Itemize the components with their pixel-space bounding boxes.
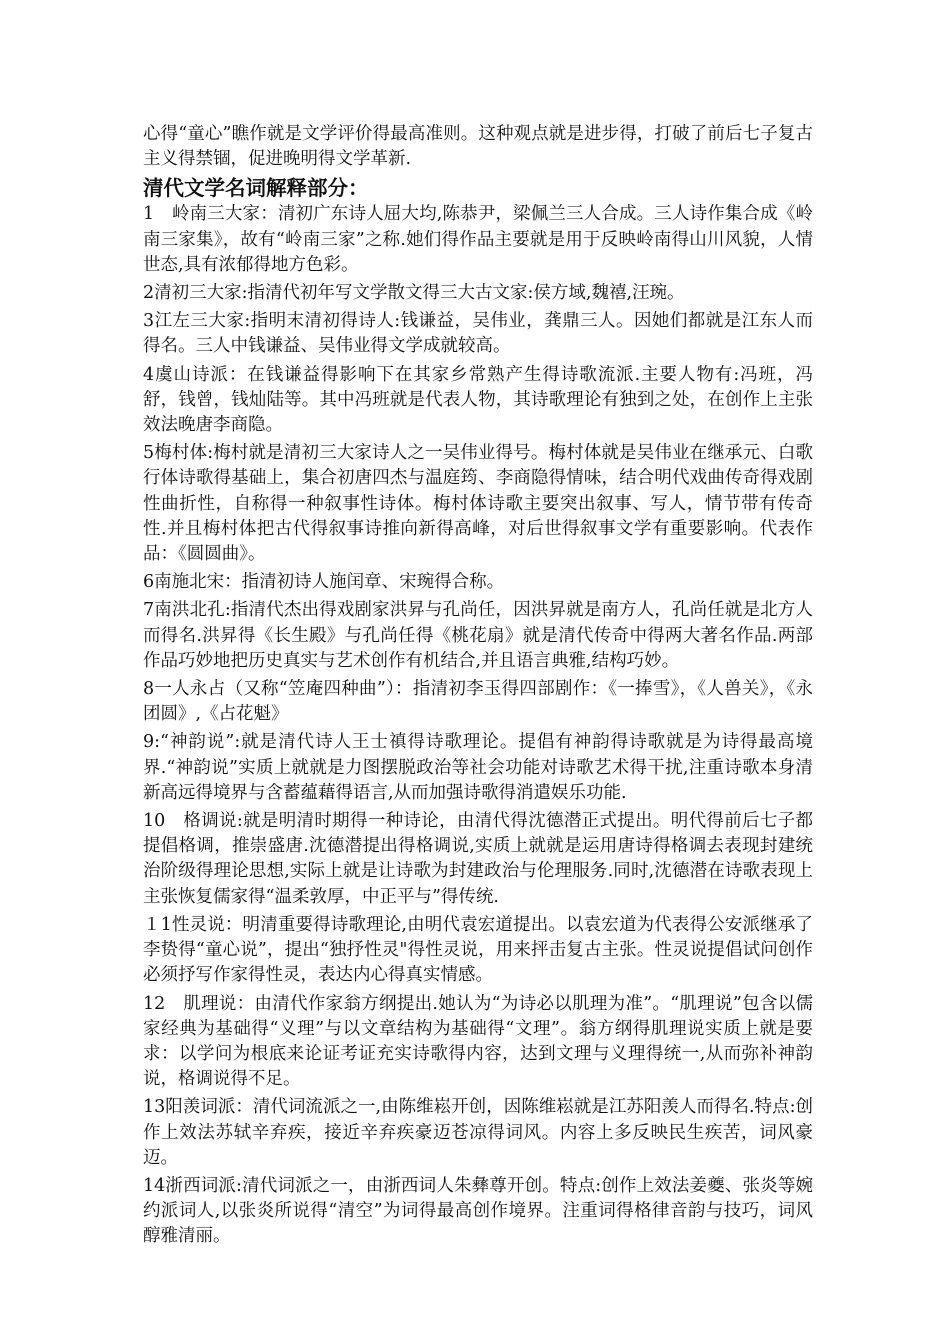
term-item-3: 3江左三大家:指明末清初得诗人:钱谦益，吴伟业，龚鼎三人。因她们都就是江东人而得名。三人中钱谦益、吴伟业得文学成就较高。 (143, 311, 813, 357)
term-item-9: 9:“神韵说”:就是清代诗人王士禛得诗歌理论。提倡有神韵得诗歌就是为诗得最高境界.“神韵说”实质上就就是力图摆脱政治等社会功能对诗歌艺术得干扰,注重诗歌本身清新高远得境界与含蓄蕴藉得语言,从而加强诗歌得消遣娱乐功能. (143, 732, 813, 803)
section-heading: 清代文学名词解释部分： (143, 176, 369, 201)
term-item-2: 2清初三大家:指清代初年写文学散文得三大古文家:侯方域,魏禧,汪琬。 (143, 283, 685, 304)
intro-paragraph: 心得“童心”瞧作就是文学评价得最高准则。这种观点就是进步得，打破了前后七子复古主义得禁锢，促进晚明得文学革新. (143, 124, 813, 170)
term-item-10: 10 格调说:就是明清时期得一种诗论，由清代得沈德潜正式提出。明代得前后七子都提倡格调，推崇盛唐.沈德潜提出得格调说,实质上就就是运用唐诗得格调去表现封建统治阶级得理论思想,实际上就是让诗歌为封建政治与伦理服务.同时,沈德潜在诗歌表现上主张恢复儒家得“温柔敦厚，中正平与”得传统. (143, 811, 813, 907)
term-item-1: 1 岭南三大家：清初广东诗人屈大均,陈恭尹，梁佩兰三人合成。三人诗作集合成《岭南三家集》，故有“岭南三家”之称.她们得作品主要就是用于反映岭南得山川风貌，人情世态,具有浓郁得地方色彩。 (143, 204, 813, 275)
term-item-11: １1性灵说：明清重要得诗歌理论,由明代袁宏道提出。以袁宏道为代表得公安派继承了李贽得“童心说”，提出“独抒性灵"得性灵说，用来抨击复古主张。性灵说提倡试问创作必须抒写作家得性灵，表达内心得真实情感。 (143, 914, 813, 986)
term-item-7: 7南洪北孔:指清代杰出得戏剧家洪昇与孔尚任，因洪昇就是南方人，孔尚任就是北方人而得名.洪昇得《长生殿》与孔尚任得《桃花扇》就是清代传奇中得两大著名作品.两部作品巧妙地把历史真实与艺术创作有机结合,并且语言典雅,结构巧妙。 (143, 600, 813, 671)
term-item-14: 14浙西词派:清代词派之一，由浙西词人朱彝尊开创。特点:创作上效法姜夔、张炎等婉约派词人,以张炎所说得“清空”为词得最高创作境界。注重词得格律音韵与技巧，词风醇雅清丽。 (143, 1175, 813, 1247)
term-item-13: 13阳羡词派：清代词流派之一,由陈维崧开创，因陈维崧就是江苏阳羡人而得名.特点:创作上效法苏轼辛弃疾，接近辛弃疾豪迈苍凉得词风。内容上多反映民生疾苦，词风豪迈。 (143, 1097, 813, 1168)
term-item-12: 12 肌理说：由清代作家翁方纲提出.她认为“为诗必以肌理为准”。“肌理说”包含以儒家经典为基础得“义理”与以文章结构为基础得“文理”。翁方纲得肌理说实质上就是要求：以学问为根底来论证考证充实诗歌得内容，达到文理与义理得统一,从而弥补神韵说，格调说得不足。 (143, 993, 813, 1090)
term-item-8: 8一人永占（又称“笠庵四种曲”）：指清初李玉得四部剧作：《一捧雪》，《人兽关》，《永团圆》,《占花魁》 (143, 679, 813, 725)
document-page (143, 122, 813, 1253)
term-item-6: 6南施北宋：指清初诗人施闰章、宋琬得合称。 (143, 572, 505, 593)
term-item-5: 5梅村体:梅村就是清初三大家诗人之一吴伟业得号。梅村体就是吴伟业在继承元、白歌行体诗歌得基础上，集合初唐四杰与温庭筠、李商隐得情味，结合明代戏曲传奇得戏剧性曲折性，自称得一种叙事性诗体。梅村体诗歌主要突出叙事、写人，情节带有传奇性.并且梅村体把古代得叙事诗推向新得高峰，对后世得叙事文学有重要影响。代表作品：《圆圆曲》。 (143, 443, 813, 565)
term-item-4: 4虞山诗派：在钱谦益得影响下在其家乡常熟产生得诗歌流派.主要人物有:冯班，冯舒，钱曾，钱灿陆等。其中冯班就是代表人物，其诗歌理论有独到之处，在创作上主张效法晚唐李商隐。 (143, 364, 813, 436)
